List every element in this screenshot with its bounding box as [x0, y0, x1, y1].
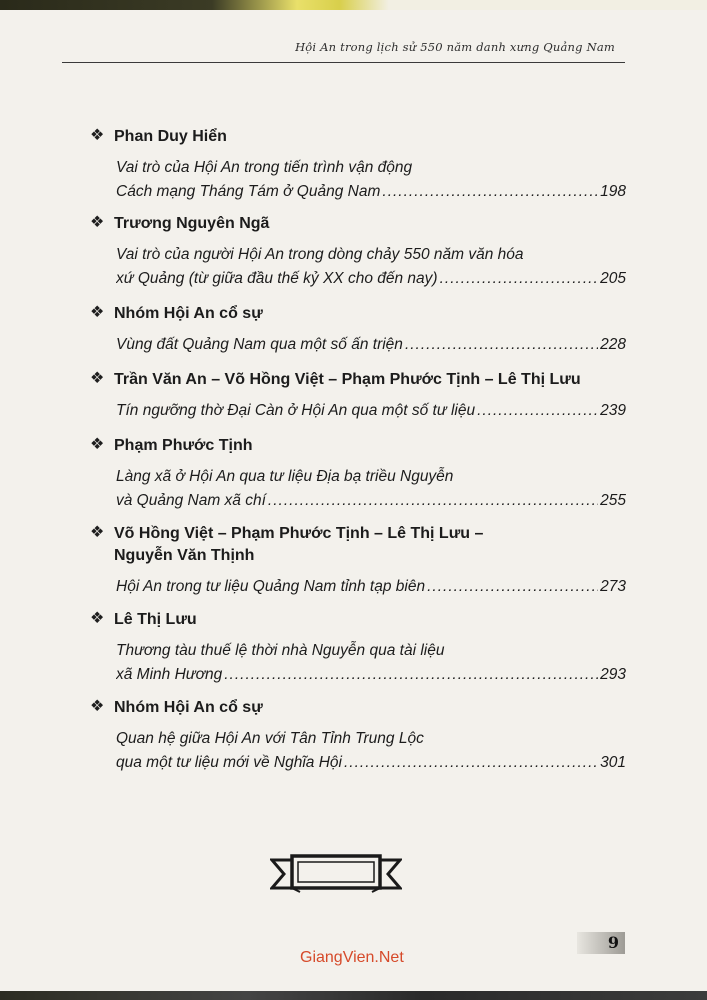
dot-leader: [382, 180, 598, 204]
entry-title-line: Thương tàu thuế lệ thời nhà Nguyễn qua tài liệu: [116, 642, 445, 659]
entry-page-number: 205: [600, 270, 626, 287]
dot-leader: [477, 399, 598, 423]
entry-page-number: 273: [600, 578, 626, 595]
page-number-badge: [577, 932, 625, 954]
entry-author: Nhóm Hội An cổ sự: [114, 699, 263, 716]
diamond-bullet-icon: ❖: [90, 524, 105, 541]
diamond-bullet-icon: ❖: [90, 698, 105, 715]
toc-entry: [90, 697, 630, 775]
toc-entry: [90, 126, 630, 204]
dot-leader: [427, 575, 598, 599]
entry-author: Nhóm Hội An cổ sự: [114, 305, 263, 322]
entry-title-line: Vai trò của Hội An trong tiến trình vận động: [116, 159, 413, 176]
toc-entry: [90, 303, 630, 357]
entry-title-line: Vùng đất Quảng Nam qua một số ấn triện: [116, 336, 403, 353]
entry-title-line: Cách mạng Tháng Tám ở Quảng Nam: [116, 183, 381, 200]
toc-entry: [90, 369, 630, 423]
entry-author: Phạm Phước Tịnh: [114, 437, 253, 454]
toc-entry: [90, 523, 630, 599]
entry-title-leader-line[interactable]: [116, 575, 626, 599]
dot-leader: [344, 751, 598, 775]
entry-page-number: 239: [600, 402, 626, 419]
entry-author: Võ Hồng Việt – Phạm Phước Tịnh – Lê Thị Lưu –: [114, 525, 484, 542]
entry-author-continued: Nguyễn Văn Thịnh: [114, 547, 255, 564]
entry-page-number: 293: [600, 666, 626, 683]
dot-leader: [224, 663, 598, 687]
page-number: 9: [607, 933, 619, 952]
entry-title-line: Tín ngưỡng thờ Đại Càn ở Hội An qua một số tư liệu: [116, 402, 476, 419]
entry-page-number: 255: [600, 492, 626, 509]
entry-title-leader-line[interactable]: [116, 333, 626, 357]
header-rule: [62, 62, 625, 63]
entry-author: Phan Duy Hiển: [114, 128, 227, 145]
entry-author: Lê Thị Lưu: [114, 611, 197, 628]
entry-title-line: xã Minh Hương: [116, 666, 223, 683]
watermark-link[interactable]: GiangVien.Net: [300, 949, 404, 966]
entry-title-line: qua một tư liệu mới về Nghĩa Hội: [116, 754, 342, 771]
running-header: Hội An trong lịch sử 550 năm danh xưng Quảng Nam: [295, 40, 615, 54]
ribbon-ornament-icon: [270, 854, 402, 894]
entry-title-leader-line[interactable]: [116, 267, 626, 291]
entry-author: Trương Nguyên Ngã: [114, 215, 270, 232]
toc-entry: [90, 609, 630, 687]
diamond-bullet-icon: ❖: [90, 304, 105, 321]
entry-title-line: Quan hệ giữa Hội An với Tân Tỉnh Trung Lộc: [116, 730, 424, 747]
entry-title-leader-line[interactable]: [116, 180, 626, 204]
entry-title-line: Làng xã ở Hội An qua tư liệu Địa bạ triều Nguyễn: [116, 468, 454, 485]
entry-title-leader-line[interactable]: [116, 751, 626, 775]
toc-entry: [90, 435, 630, 513]
page-top-edge: [0, 0, 707, 10]
entry-title-line: Hội An trong tư liệu Quảng Nam tỉnh tạp biên: [116, 578, 426, 595]
entry-page-number: 198: [600, 183, 626, 200]
entry-title-line: và Quảng Nam xã chí: [116, 492, 266, 509]
dot-leader: [268, 489, 598, 513]
entry-title-line: Vai trò của người Hội An trong dòng chảy 550 năm văn hóa: [116, 246, 524, 263]
entry-title-line: xứ Quảng (từ giữa đầu thế kỷ XX cho đến nay): [116, 270, 438, 287]
entry-page-number: 301: [600, 754, 626, 771]
entry-title-leader-line[interactable]: [116, 399, 626, 423]
toc-entry: [90, 213, 630, 291]
diamond-bullet-icon: ❖: [90, 436, 105, 453]
dot-leader: [440, 267, 599, 291]
diamond-bullet-icon: ❖: [90, 127, 105, 144]
page-bottom-edge: [0, 991, 707, 1000]
entry-author: Trần Văn An – Võ Hồng Việt – Phạm Phước Tịnh – Lê Thị Lưu: [114, 371, 581, 388]
diamond-bullet-icon: ❖: [90, 610, 105, 627]
entry-title-leader-line[interactable]: [116, 663, 626, 687]
dot-leader: [405, 333, 598, 357]
diamond-bullet-icon: ❖: [90, 370, 105, 387]
entry-page-number: 228: [600, 336, 626, 353]
diamond-bullet-icon: ❖: [90, 214, 105, 231]
entry-title-leader-line[interactable]: [116, 489, 626, 513]
